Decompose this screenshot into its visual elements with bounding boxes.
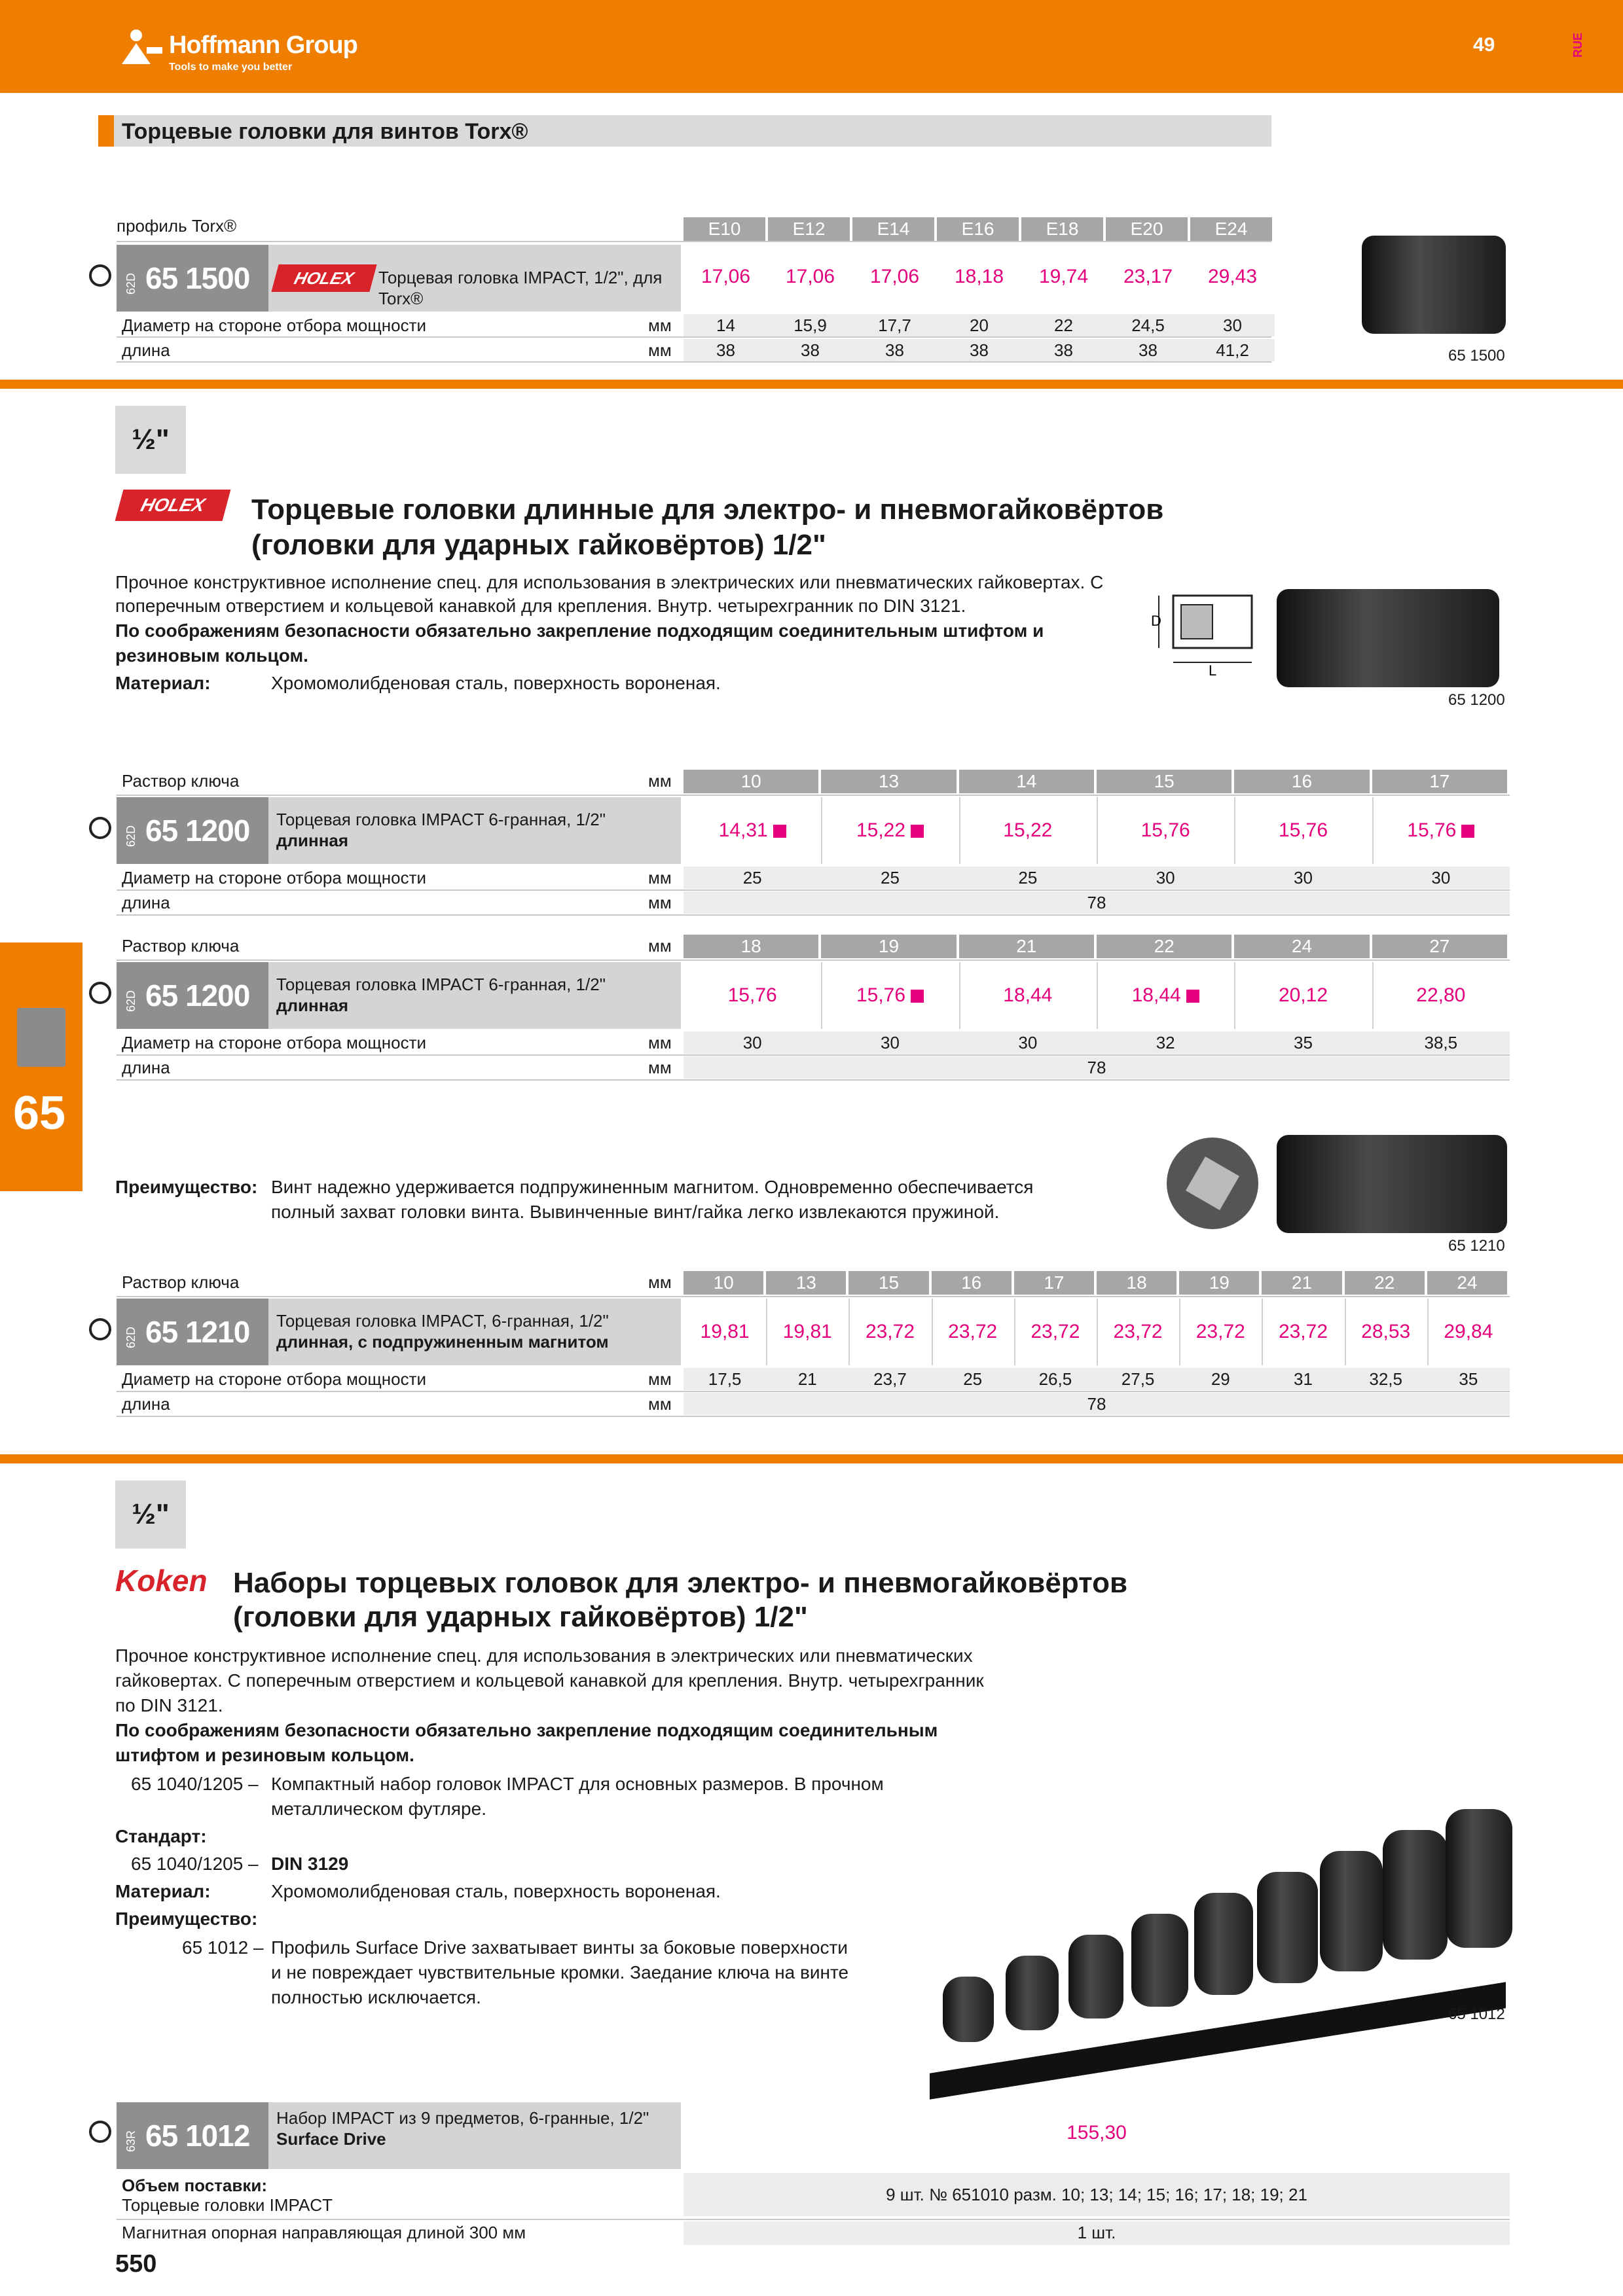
new-indicator-icon [911,825,924,838]
column-header: 16 [1234,770,1372,793]
order-circle-icon[interactable] [89,2121,111,2143]
spec-value: 29 [1211,1369,1230,1389]
column-divider [821,962,822,1029]
description-box [268,797,681,864]
spec-value: 30 [881,1033,900,1052]
column-header: 19 [1179,1271,1262,1295]
divider [117,336,1271,338]
spec-value: 25 [963,1369,983,1389]
spec-value: 38 [1054,340,1073,360]
row-label: длина [122,340,170,360]
column-header: 14 [959,770,1097,793]
profile-label: профиль Torx® [117,216,237,236]
spec-value: 30 [1294,868,1313,888]
footer-page-number: 550 [115,2250,157,2278]
unit: мм [648,893,672,912]
divider [117,960,1510,961]
spec-value: 78 [1087,1394,1106,1414]
socket-item [1257,1872,1318,1983]
price-value: 23,72 [1030,1321,1080,1342]
description-box [268,1299,681,1365]
column-divider [1234,962,1235,1029]
price: 23,17 [1123,266,1173,287]
price [959,984,1097,1007]
advantage-label: Преимущество: [115,1909,258,1929]
product-description-2: Surface Drive [276,2129,386,2149]
article-number[interactable]: 65 1200 [145,978,250,1013]
article-number[interactable]: 65 1012 [145,2119,250,2153]
column-divider [959,962,960,1029]
column-header: 18 [1097,1271,1179,1295]
column-header: E20 [1106,217,1190,241]
column-divider [932,1299,933,1365]
unit: мм [648,1272,672,1292]
spec-value: 15,9 [793,315,827,335]
scope-item: Магнитная опорная направляющая длиной 300 мм [122,2223,526,2242]
spec-value: 23,7 [873,1369,907,1389]
spec-value: 38 [970,340,989,360]
price [1014,1321,1097,1343]
column-divider [1427,1299,1429,1365]
price-value: 22,80 [1416,984,1466,1006]
spec-value: 26,5 [1038,1369,1072,1389]
price [684,1321,766,1343]
price [684,819,821,842]
column-header: 15 [1097,770,1234,793]
article-number[interactable]: 65 1500 [145,261,250,295]
row-label: Диаметр на стороне отбора мощности [122,1033,427,1052]
spec-value: 22 [1054,315,1073,335]
spec-value: 32 [1156,1033,1175,1052]
column-header: E10 [684,217,768,241]
unit: мм [648,1058,672,1077]
new-indicator-icon [1461,825,1474,838]
product-description: Торцевая головка IMPACT 6-гранная, 1/2" [276,975,606,994]
product-image [1277,589,1499,687]
unit: мм [648,1033,672,1052]
spec-value: 17,7 [878,315,911,335]
brand-name: Hoffmann Group [169,31,357,59]
spec-value: 30 [1156,868,1175,888]
column-header: E18 [1021,217,1106,241]
price [959,819,1097,842]
unit: мм [648,1394,672,1414]
divider [117,1416,1510,1417]
column-header: E14 [852,217,937,241]
column-header: 22 [1345,1271,1427,1295]
spec-value: 27,5 [1121,1369,1155,1389]
price-value: 15,76 [1407,819,1457,841]
article-code: 62D [124,825,137,847]
new-indicator-icon [911,990,924,1003]
column-divider [1372,797,1374,864]
price: 18,18 [954,266,1004,287]
safety-note: резиновым кольцом. [115,645,308,666]
key-size-label: Раствор ключа [122,936,240,956]
hoffmann-logo[interactable] [117,25,392,77]
divider [117,1296,1510,1297]
column-header: E16 [937,217,1021,241]
spec-value: 78 [1087,893,1106,912]
spec-value: 32,5 [1369,1369,1402,1389]
price [1427,1321,1510,1343]
product-image [1277,1135,1507,1233]
holex-badge: HOLEX [115,490,231,521]
row-label: Диаметр на стороне отбора мощности [122,315,427,335]
price-value: 15,76 [727,984,777,1006]
price-value: 23,72 [948,1321,998,1342]
column-header: 24 [1234,935,1372,958]
image-caption: 65 1500 [1448,347,1505,365]
section-title-bar [98,115,1271,147]
column-header: 21 [1262,1271,1344,1295]
divider [117,795,1510,796]
price-value: 18,44 [1003,984,1053,1006]
article-code: 63R [124,2130,137,2152]
price: 155,30 [1067,2122,1127,2144]
description-box [268,245,681,312]
spec-value: 20 [970,315,989,335]
column-divider [766,1299,767,1365]
ref-text: и не повреждает чувствительные кромки. Заедание ключа на винте [271,1962,849,1982]
column-header: 17 [1372,770,1510,793]
image-caption: 65 1210 [1448,1237,1505,1255]
ref-text: металлическом футляре. [271,1799,486,1819]
price: 29,43 [1207,266,1258,287]
ref-text: Компактный набор головок IMPACT для основных размеров. В прочном [271,1774,884,1794]
socket-item [1383,1830,1448,1960]
standard-value: DIN 3129 [271,1854,349,1874]
article-code: 62D [124,990,137,1012]
product-description-2: длинная [276,996,349,1015]
new-indicator-icon [773,825,786,838]
price [848,1321,931,1343]
price-value: 15,22 [856,819,906,841]
paragraph: гайковертах. С поперечным отверстием и кольцевой канавкой для крепления. Внутр. четырехгранник [115,1670,984,1691]
price-value: 23,72 [1278,1321,1328,1342]
column-header: 21 [959,935,1097,958]
unit: мм [648,771,672,791]
row-label: Диаметр на стороне отбора мощности [122,1369,427,1389]
brand-tagline: Tools to make you better [169,62,293,73]
safety-note: По соображениям безопасности обязательно закрепление подходящим соединительным [115,1720,938,1740]
paragraph: Прочное конструктивное исполнение спец. для использования в электрических или пневматических [115,1645,973,1666]
column-header: 16 [932,1271,1014,1295]
order-circle-icon[interactable] [89,264,111,287]
product-description: Торцевая головка IMPACT, 1/2", для Torx® [378,268,663,308]
ref-text: Профиль Surface Drive захватывает винты за боковые поверхности [271,1937,848,1958]
column-divider [1262,1299,1263,1365]
socket-item [1446,1809,1512,1948]
price-value: 23,72 [865,1321,915,1342]
advantage-text: Винт надежно удерживается подпружиненным магнитом. Одновременно обеспечивается [271,1177,1034,1197]
column-header: E24 [1190,217,1275,241]
section-heading: Торцевые головки длинные для электро- и пневмогайковёртов [251,493,1164,526]
section-heading-line2: (головки для ударных гайковёртов) 1/2" [233,1601,808,1633]
spec-value: 30 [742,1033,762,1052]
dimension-d-label: D [1151,613,1161,629]
unit: мм [648,315,672,335]
holex-badge: HOLEX [271,264,376,292]
column-divider [1372,962,1374,1029]
row-label: длина [122,1058,170,1077]
article-box [117,2102,268,2169]
column-header: 27 [1372,935,1510,958]
price [932,1321,1014,1343]
paragraph: поперечным отверстием и кольцевой канавкой для крепления. Внутр. четырехгранник по DIN 3121. [115,596,966,616]
price-value: 19,81 [700,1321,750,1342]
material-label: Материал: [115,673,211,693]
spec-value: 38 [716,340,735,360]
column-header: 13 [821,770,958,793]
dimension-l-label: L [1209,662,1217,679]
spec-value: 25 [1018,868,1038,888]
article-box [117,245,268,312]
column-divider [848,1299,850,1365]
price-value: 28,53 [1361,1321,1411,1342]
spec-value: 31 [1294,1369,1313,1389]
scope-value: 1 шт. [1077,2223,1116,2242]
price-value: 14,31 [718,819,768,841]
key-size-label: Раствор ключа [122,771,240,791]
price [1345,1321,1427,1343]
socket-item [1320,1851,1383,1971]
price [1097,1321,1179,1343]
spec-value: 38,5 [1424,1033,1458,1052]
paragraph: по DIN 3121. [115,1695,223,1715]
divider [117,1079,1510,1081]
socket-item [1131,1914,1188,2007]
section-heading-line2: (головки для ударных гайковёртов) 1/2" [251,529,826,561]
scope-item: Торцевые головки IMPACT [122,2195,333,2215]
column-divider [821,797,822,864]
product-description: Торцевая головка IMPACT 6-гранная, 1/2" [276,810,606,829]
image-caption: 65 1200 [1448,691,1505,709]
price-value: 19,81 [782,1321,832,1342]
socket-item [943,1977,994,2042]
spec-value: 35 [1294,1033,1313,1052]
price [1179,1321,1262,1343]
order-circle-icon[interactable] [89,982,111,1004]
advantage-label: Преимущество: [115,1177,258,1197]
price [1097,819,1234,842]
price [821,819,958,842]
new-indicator-icon [1186,990,1199,1003]
product-description: Набор IMPACT из 9 предметов, 6-гранные, 1/2" [276,2108,649,2128]
article-box [117,1299,268,1365]
column-header: 10 [684,1271,766,1295]
description-box [268,962,681,1029]
unit: мм [648,868,672,888]
column-header: 24 [1427,1271,1510,1295]
section-divider [0,380,1623,389]
column-header: 18 [684,935,821,958]
row-label: Диаметр на стороне отбора мощности [122,868,427,888]
article-number[interactable]: 65 1200 [145,814,250,848]
article-box [117,962,268,1029]
divider [117,361,1271,363]
article-ref[interactable]: 65 1040/1205 – [131,1774,259,1794]
safety-note: штифтом и резиновым кольцом. [115,1745,414,1765]
column-divider [1179,1299,1180,1365]
row-label: длина [122,1394,170,1414]
section-accent [98,115,114,147]
column-header: 10 [684,770,821,793]
order-circle-icon[interactable] [89,1318,111,1340]
column-divider [1345,1299,1346,1365]
article-number[interactable]: 65 1210 [145,1315,250,1349]
article-box [117,797,268,864]
price-value: 29,84 [1444,1321,1493,1342]
spec-value: 38 [1139,340,1158,360]
dimension-diagram [1147,583,1265,681]
product-description: Торцевая головка IMPACT, 6-гранная, 1/2" [276,1311,609,1331]
column-header: 17 [1014,1271,1097,1295]
price: 17,06 [785,266,835,287]
price: 17,06 [701,266,751,287]
divider [117,889,1510,891]
article-ref[interactable]: 65 1040/1205 – [131,1854,259,1874]
spec-value: 38 [885,340,904,360]
size-badge: ½" [115,406,186,474]
column-divider [1014,1299,1015,1365]
unit: мм [648,936,672,956]
unit: мм [648,1369,672,1389]
column-header: 22 [1097,935,1234,958]
material-label: Материал: [115,1881,211,1901]
material-value: Хромомолибденовая сталь, поверхность вороненая. [271,1881,721,1901]
paragraph: Прочное конструктивное исполнение спец. для использования в электрических или пневматических гайковертах. С [115,572,1104,592]
price-value: 18,44 [1131,984,1181,1006]
price [684,984,821,1007]
spec-value: 35 [1459,1369,1478,1389]
product-image [1362,236,1506,334]
size-badge: ½" [115,1480,186,1549]
key-size-label: Раствор ключа [122,1272,240,1292]
price [1234,819,1372,842]
product-description-2: длинная [276,831,349,850]
language-code: RUE [1571,32,1584,58]
price [1372,984,1510,1007]
divider [117,914,1510,916]
chapter-tab[interactable] [0,942,82,1191]
scope-value: 9 шт. № 651010 разм. 10; 13; 14; 15; 16; 17; 18; 19; 21 [886,2185,1307,2204]
column-header: 19 [821,935,958,958]
article-code: 62D [124,1326,137,1348]
spec-value: 30 [1223,315,1242,335]
chapter-number: 65 [13,1087,66,1139]
price [766,1321,848,1343]
hoffmann-logo-icon [117,29,164,65]
price-value: 15,76 [1278,819,1328,841]
divider [117,2219,1510,2220]
column-header: E12 [768,217,852,241]
spec-value: 30 [1431,868,1451,888]
column-divider [1234,797,1235,864]
price-value: 23,72 [1195,1321,1245,1342]
column-header: 15 [848,1271,931,1295]
product-description-2: длинная, с подпружиненным магнитом [276,1332,609,1352]
article-code: 62D [124,272,137,295]
spec-value: 30 [1018,1033,1038,1052]
column-header: 13 [766,1271,848,1295]
socket-item [1006,1956,1059,2030]
unit: мм [648,340,672,360]
price: 19,74 [1038,266,1089,287]
article-ref[interactable]: 65 1012 – [182,1937,264,1958]
price-value: 20,12 [1278,984,1328,1006]
section-heading: Наборы торцевых головок для электро- и пневмогайковёртов [233,1567,1128,1599]
price [1262,1321,1344,1343]
image-caption: 65 1012 [1448,2005,1505,2023]
spec-value: 38 [801,340,820,360]
socket-item [1194,1893,1253,1995]
spec-value: 24,5 [1131,315,1165,335]
divider [117,1054,1510,1056]
spec-value: 78 [1087,1058,1106,1077]
row-label: длина [122,893,170,912]
page-number: 49 [1473,34,1495,56]
tools-icon [17,1008,65,1067]
price-value: 23,72 [1113,1321,1163,1342]
column-divider [1097,962,1098,1029]
material-value: Хромомолибденовая сталь, поверхность вороненая. [271,673,721,693]
price [1097,984,1234,1007]
spec-value: 25 [742,868,762,888]
koken-logo: Koken [115,1564,208,1598]
spec-value: 41,2 [1216,340,1249,360]
section-divider [0,1454,1623,1463]
spec-value: 14 [716,315,735,335]
divider [117,1391,1510,1392]
price-value: 15,22 [1003,819,1053,841]
socket-item [1068,1935,1123,2018]
price [1372,819,1510,842]
section-title: Торцевые головки для винтов Torx® [122,119,528,144]
safety-note: По соображениям безопасности обязательно закрепление подходящим соединительным штифтом и [115,620,1044,641]
column-divider [1097,797,1098,864]
divider [117,241,1271,242]
description-box [268,2102,681,2169]
scope-label: Объем поставки: [122,2176,268,2195]
advantage-text: полный захват головки винта. Вывинченные винт/гайка легко извлекаются пружиной. [271,1202,1000,1222]
price [1234,984,1372,1007]
spec-value: 25 [881,868,900,888]
standard-label: Стандарт: [115,1826,207,1846]
spec-value: 21 [797,1369,817,1389]
order-circle-icon[interactable] [89,817,111,839]
column-divider [1097,1299,1098,1365]
price: 17,06 [869,266,920,287]
spec-value: 17,5 [708,1369,742,1389]
ref-text: полностью исключается. [271,1987,481,2007]
price-value: 15,76 [1140,819,1190,841]
column-divider [959,797,960,864]
price-value: 15,76 [856,984,906,1006]
price [821,984,958,1007]
